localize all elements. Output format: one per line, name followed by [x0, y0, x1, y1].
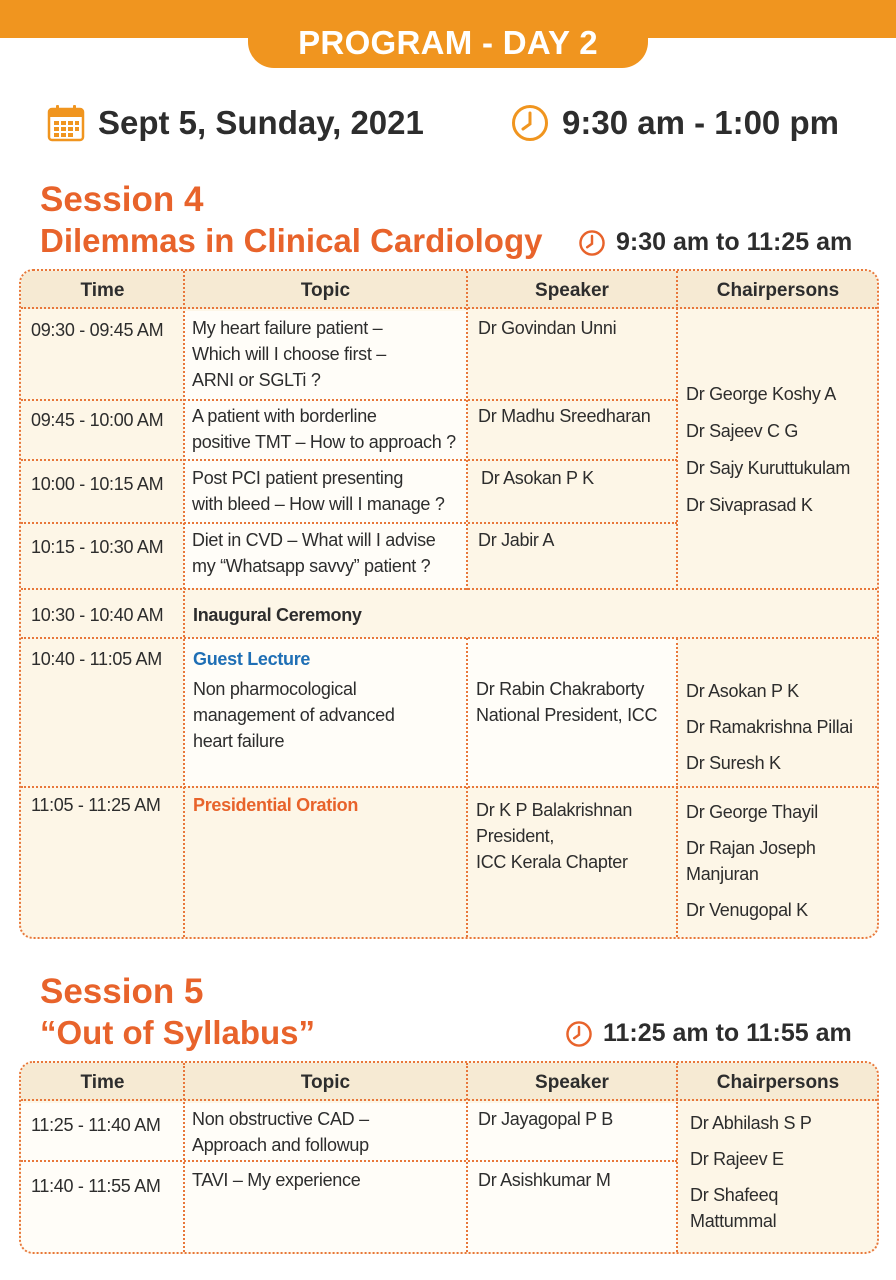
session4-title: Dilemmas in Clinical Cardiology: [40, 222, 543, 259]
session4-table: [19, 269, 879, 939]
table-row-topic: My heart failure patient – Which will I choose first – ARNI or SGLTi ?: [192, 318, 386, 390]
oration-speaker: Dr K P Balakrishnan President, ICC Kerala Chapter: [476, 800, 633, 872]
inaugural-time: 10:30 - 10:40 AM: [31, 605, 164, 625]
table-row-speaker: Dr Jabir A: [478, 530, 555, 550]
col-topic-header: Topic: [300, 280, 351, 301]
session5-time-text: 11:25 am to 11:55 am: [603, 1019, 852, 1047]
table-row-speaker: Dr Govindan Unni: [478, 318, 617, 338]
program-title: PROGRAM - DAY 2: [248, 18, 648, 68]
table-row-time: 09:45 - 10:00 AM: [31, 410, 164, 430]
table-row-topic: Non obstructive CAD – Approach and followup: [192, 1109, 369, 1155]
session4-number: Session 4: [40, 180, 204, 219]
oration-label: Presidential Oration: [193, 795, 359, 815]
event-time-text: 9:30 am - 1:00 pm: [562, 104, 839, 141]
col-time-header: Time: [80, 280, 125, 301]
session4-time-text: 9:30 am to 11:25 am: [616, 228, 853, 256]
col-time-header: Time: [80, 1072, 125, 1093]
calendar-icon: [46, 103, 86, 143]
col-speaker-header: Speaker: [535, 280, 609, 301]
table-row-speaker: Dr Madhu Sreedharan: [478, 406, 651, 426]
oration-time: 11:05 - 11:25 AM: [31, 795, 161, 815]
table-row-time: 11:25 - 11:40 AM: [31, 1115, 161, 1135]
col-topic-header: Topic: [300, 1072, 351, 1093]
col-chair-header: Chairpersons: [716, 1072, 840, 1093]
table-row-speaker: Dr Asishkumar M: [478, 1170, 611, 1190]
session5-table: [19, 1061, 879, 1254]
guest-time: 10:40 - 11:05 AM: [31, 649, 162, 669]
table-row-time: 09:30 - 09:45 AM: [31, 320, 164, 340]
clock-icon: [578, 229, 606, 257]
event-time: [510, 98, 839, 148]
chairpersons-list: Dr George Koshy A Dr Sajeev C G Dr Sajy Kuruttukulam Dr Sivaprasad K: [686, 384, 851, 515]
session5-chairpersons: Dr Abhilash S P Dr Rajeev E Dr Shafeeq Mattummal: [690, 1113, 812, 1231]
session5-number: Session 5: [40, 972, 204, 1011]
guest-chairpersons: Dr Asokan P K Dr Ramakrishna Pillai Dr Suresh K: [686, 681, 853, 773]
session4-time: [578, 228, 852, 257]
table-row-topic: Diet in CVD – What will I advise my “Whatsapp savvy” patient ?: [192, 530, 436, 576]
guest-topic: Non pharmocological management of advanced heart failure: [193, 679, 395, 751]
oration-chairpersons: Dr George Thayil Dr Rajan Joseph Manjuran Dr Venugopal K: [686, 802, 818, 920]
table-row-speaker: Dr Asokan P K: [481, 468, 594, 488]
col-speaker-header: Speaker: [535, 1072, 609, 1093]
table-row-topic: A patient with borderline positive TMT – How to approach ?: [192, 406, 456, 452]
event-date-text: Sept 5, Sunday, 2021: [98, 104, 424, 141]
table-row-topic: Post PCI patient presenting with bleed – How will I manage ?: [192, 468, 445, 514]
clock-icon: [510, 103, 550, 143]
table-row-time: 10:00 - 10:15 AM: [31, 474, 164, 494]
clock-icon: [565, 1020, 593, 1048]
session5-title: “Out of Syllabus”: [40, 1014, 316, 1051]
guest-speaker: Dr Rabin Chakraborty National President, ICC: [476, 679, 658, 725]
col-chair-header: Chairpersons: [716, 280, 840, 301]
table-row-speaker: Dr Jayagopal P B: [478, 1109, 613, 1129]
table-row-time: 11:40 - 11:55 AM: [31, 1176, 161, 1196]
event-date: [46, 98, 424, 148]
table-row-time: 10:15 - 10:30 AM: [31, 537, 164, 557]
guest-lecture-label: Guest Lecture: [193, 649, 311, 669]
table-row-topic: TAVI – My experience: [192, 1170, 361, 1190]
inaugural-label: Inaugural Ceremony: [193, 605, 362, 625]
session5-time: [565, 1019, 852, 1048]
